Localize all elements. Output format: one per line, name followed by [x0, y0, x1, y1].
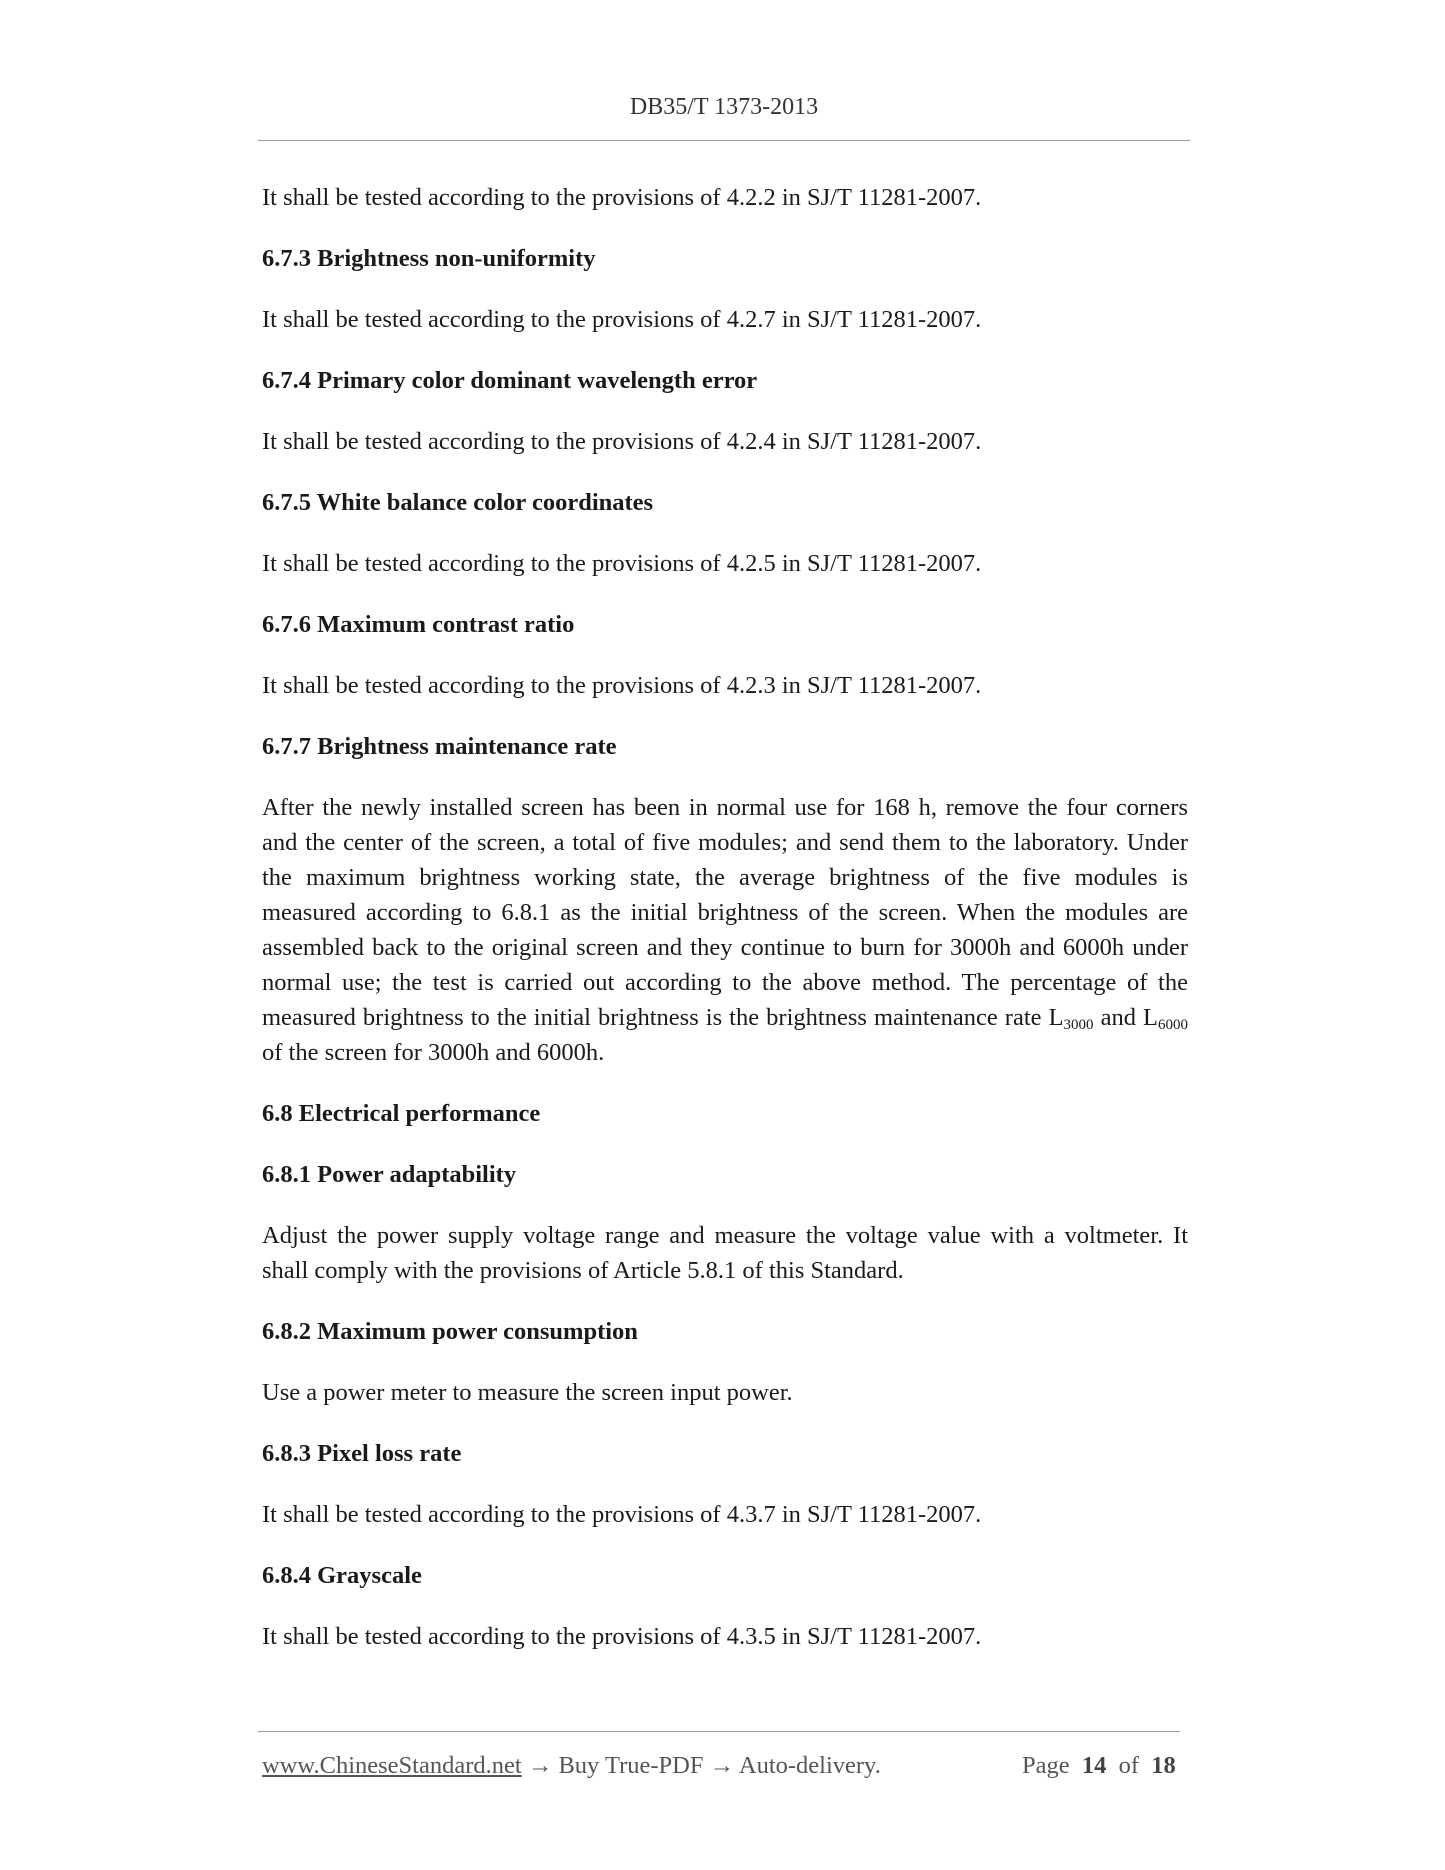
- paragraph: It shall be tested according to the provisions of 4.2.7 in SJ/T 11281-2007.: [262, 306, 982, 333]
- paragraph-brightness-maintenance: [262, 790, 1188, 1070]
- footer-promo: [262, 1752, 881, 1780]
- section-heading-6-8-3: 6.8.3 Pixel loss rate: [262, 1440, 462, 1467]
- paragraph: It shall be tested according to the provisions of 4.2.4 in SJ/T 11281-2007.: [262, 428, 982, 455]
- section-heading-6-8: 6.8 Electrical performance: [262, 1100, 541, 1127]
- subscript-3000: 3000: [1063, 1017, 1094, 1033]
- delivery-text: Auto-delivery.: [738, 1752, 881, 1779]
- arrow-icon: →: [521, 1752, 559, 1779]
- subscript-6000: 6000: [1158, 1017, 1188, 1033]
- section-heading-6-7-6: 6.7.6 Maximum contrast ratio: [262, 611, 575, 638]
- document-body: [262, 180, 1188, 1680]
- paragraph: It shall be tested according to the provisions of 4.3.5 in SJ/T 11281-2007.: [262, 1623, 982, 1650]
- page-header: DB35/T 1373-2013: [629, 94, 819, 120]
- section-heading-6-7-4: 6.7.4 Primary color dominant wavelength error: [262, 367, 758, 394]
- section-heading-6-7-5: 6.7.5 White balance color coordinates: [262, 489, 654, 516]
- paragraph: It shall be tested according to the provisions of 4.3.7 in SJ/T 11281-2007.: [262, 1501, 982, 1528]
- of-label: of: [1118, 1752, 1140, 1779]
- website-link[interactable]: www.ChineseStandard.net: [262, 1752, 522, 1779]
- page-label: Page: [1022, 1752, 1070, 1779]
- text-run: of the screen for 3000h and 6000h.: [262, 1039, 605, 1066]
- paragraph: Adjust the power supply voltage range and measure the voltage value with a voltmeter. It shall comply with the provisions of Article 5.8.1 of this Standard.: [262, 1222, 1188, 1284]
- text-run: After the newly installed screen has been in normal use for 168 h, remove the four corners and the center of the screen, a total of five modules; and send them to the laboratory. Under the maximum brightness working state, the average brightness of the five modules is measured according to 6.8.1 as the initial brightness of the screen. When the modules are assembled back to the original screen and they continue to burn for 3000h and 6000h under normal use; the test is carried out according to the above method. The percentage of the measured brightness to the initial brightness is the brightness maintenance rate L: [262, 794, 1188, 1031]
- section-heading-6-8-4: 6.8.4 Grayscale: [262, 1562, 422, 1589]
- buy-text: Buy True-PDF: [558, 1752, 704, 1779]
- current-page: 14: [1081, 1752, 1107, 1779]
- paragraph: It shall be tested according to the provisions of 4.2.3 in SJ/T 11281-2007.: [262, 672, 982, 699]
- arrow-icon: →: [703, 1752, 739, 1779]
- paragraph: Use a power meter to measure the screen input power.: [262, 1379, 793, 1406]
- text-run: and L: [1093, 1004, 1158, 1031]
- section-heading-6-8-2: 6.8.2 Maximum power consumption: [262, 1318, 638, 1345]
- section-heading-6-8-1: 6.8.1 Power adaptability: [262, 1161, 517, 1188]
- header-divider: [258, 140, 1190, 141]
- paragraph: It shall be tested according to the provisions of 4.2.2 in SJ/T 11281-2007.: [262, 184, 982, 211]
- total-pages: 18: [1151, 1752, 1176, 1779]
- page-number: [1022, 1752, 1176, 1780]
- section-heading-6-7-3: 6.7.3 Brightness non-uniformity: [262, 245, 596, 272]
- paragraph: It shall be tested according to the provisions of 4.2.5 in SJ/T 11281-2007.: [262, 550, 982, 577]
- section-heading-6-7-7: 6.7.7 Brightness maintenance rate: [262, 733, 617, 760]
- footer-divider: [258, 1731, 1180, 1732]
